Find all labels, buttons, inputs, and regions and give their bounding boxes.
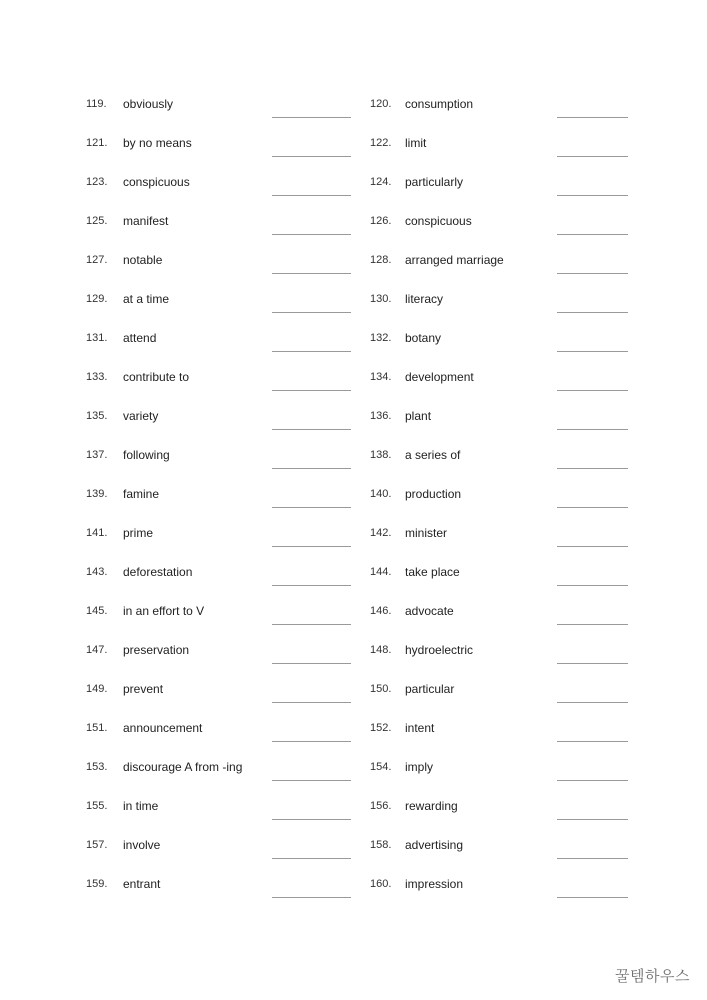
item-number: 138.	[370, 449, 392, 461]
item-number: 125.	[86, 215, 108, 227]
answer-blank[interactable]	[557, 702, 628, 703]
item-number: 120.	[370, 98, 392, 110]
answer-blank[interactable]	[272, 273, 351, 274]
item-number: 137.	[86, 449, 108, 461]
answer-blank[interactable]	[272, 624, 351, 625]
item-number: 155.	[86, 800, 108, 812]
vocab-word: discourage A from -ing	[123, 760, 243, 774]
answer-blank[interactable]	[557, 351, 628, 352]
item-number: 129.	[86, 293, 108, 305]
answer-blank[interactable]	[557, 117, 628, 118]
vocab-row	[0, 331, 707, 370]
item-number: 133.	[86, 371, 108, 383]
vocab-word: in time	[123, 799, 159, 813]
item-number: 158.	[370, 839, 392, 851]
vocab-word: deforestation	[123, 565, 193, 579]
vocab-row	[0, 487, 707, 526]
answer-blank[interactable]	[557, 858, 628, 859]
vocab-word: a series of	[405, 448, 461, 462]
vocab-word: preservation	[123, 643, 190, 657]
answer-blank[interactable]	[557, 468, 628, 469]
vocab-word: entrant	[123, 877, 161, 891]
item-number: 146.	[370, 605, 392, 617]
vocab-word: contribute to	[123, 370, 190, 384]
vocab-word: attend	[123, 331, 157, 345]
item-number: 152.	[370, 722, 392, 734]
vocab-word: impression	[405, 877, 464, 891]
answer-blank[interactable]	[557, 390, 628, 391]
item-number: 159.	[86, 878, 108, 890]
vocab-row	[0, 253, 707, 292]
answer-blank[interactable]	[272, 468, 351, 469]
answer-blank[interactable]	[272, 156, 351, 157]
answer-blank[interactable]	[272, 663, 351, 664]
vocab-word: minister	[405, 526, 448, 540]
answer-blank[interactable]	[557, 624, 628, 625]
vocab-word: rewarding	[405, 799, 458, 813]
vocab-row	[0, 877, 707, 916]
answer-blank[interactable]	[557, 429, 628, 430]
vocab-word: manifest	[123, 214, 169, 228]
vocab-row	[0, 97, 707, 136]
item-number: 121.	[86, 137, 108, 149]
answer-blank[interactable]	[557, 663, 628, 664]
answer-blank[interactable]	[557, 897, 628, 898]
vocab-row	[0, 448, 707, 487]
answer-blank[interactable]	[557, 780, 628, 781]
item-number: 119.	[86, 98, 107, 110]
vocab-row	[0, 643, 707, 682]
answer-blank[interactable]	[557, 312, 628, 313]
vocab-word: imply	[405, 760, 434, 774]
vocab-word: limit	[405, 136, 427, 150]
vocab-row	[0, 175, 707, 214]
vocab-row	[0, 136, 707, 175]
vocab-word: hydroelectric	[405, 643, 474, 657]
item-number: 130.	[370, 293, 392, 305]
answer-blank[interactable]	[272, 858, 351, 859]
item-number: 141.	[86, 527, 108, 539]
answer-blank[interactable]	[557, 741, 628, 742]
vocab-word: development	[405, 370, 474, 384]
watermark: 꿀템하우스	[615, 967, 690, 985]
answer-blank[interactable]	[272, 195, 351, 196]
item-number: 142.	[370, 527, 392, 539]
vocab-row	[0, 565, 707, 604]
vocab-row	[0, 292, 707, 331]
answer-blank[interactable]	[272, 897, 351, 898]
item-number: 160.	[370, 878, 392, 890]
vocab-word: obviously	[123, 97, 174, 111]
item-number: 134.	[370, 371, 392, 383]
vocab-row	[0, 409, 707, 448]
item-number: 132.	[370, 332, 392, 344]
vocab-word: plant	[405, 409, 432, 423]
vocab-word: notable	[123, 253, 163, 267]
vocab-word: by no means	[123, 136, 192, 150]
item-number: 123.	[86, 176, 108, 188]
item-number: 144.	[370, 566, 392, 578]
item-number: 150.	[370, 683, 392, 695]
vocab-word: famine	[123, 487, 160, 501]
answer-blank[interactable]	[272, 390, 351, 391]
item-number: 128.	[370, 254, 392, 266]
answer-blank[interactable]	[557, 819, 628, 820]
vocab-word: prevent	[123, 682, 164, 696]
item-number: 124.	[370, 176, 392, 188]
answer-blank[interactable]	[557, 156, 628, 157]
item-number: 156.	[370, 800, 392, 812]
vocab-word: in an effort to V	[123, 604, 205, 618]
vocab-row	[0, 604, 707, 643]
answer-blank[interactable]	[272, 741, 351, 742]
answer-blank[interactable]	[557, 195, 628, 196]
item-number: 135.	[86, 410, 108, 422]
vocab-word: prime	[123, 526, 154, 540]
answer-blank[interactable]	[272, 546, 351, 547]
vocab-row	[0, 838, 707, 877]
vocab-row	[0, 799, 707, 838]
item-number: 148.	[370, 644, 392, 656]
vocab-word: involve	[123, 838, 161, 852]
vocab-row	[0, 214, 707, 253]
item-number: 127.	[86, 254, 108, 266]
item-number: 126.	[370, 215, 392, 227]
answer-blank[interactable]	[272, 429, 351, 430]
item-number: 139.	[86, 488, 108, 500]
answer-blank[interactable]	[272, 351, 351, 352]
answer-blank[interactable]	[272, 702, 351, 703]
answer-blank[interactable]	[272, 507, 351, 508]
answer-blank[interactable]	[272, 585, 351, 586]
answer-blank[interactable]	[557, 585, 628, 586]
vocab-row	[0, 526, 707, 565]
vocab-word: arranged marriage	[405, 253, 504, 267]
item-number: 136.	[370, 410, 392, 422]
item-number: 145.	[86, 605, 108, 617]
vocab-word: advocate	[405, 604, 454, 618]
item-number: 157.	[86, 839, 108, 851]
vocab-word: conspicuous	[405, 214, 472, 228]
vocab-row	[0, 682, 707, 721]
item-number: 122.	[370, 137, 392, 149]
vocab-word: advertising	[405, 838, 464, 852]
vocab-word: consumption	[405, 97, 474, 111]
vocab-word: announcement	[123, 721, 203, 735]
vocab-word: particularly	[405, 175, 464, 189]
vocab-word: at a time	[123, 292, 170, 306]
item-number: 147.	[86, 644, 108, 656]
vocab-word: take place	[405, 565, 460, 579]
item-number: 149.	[86, 683, 108, 695]
item-number: 151.	[86, 722, 108, 734]
answer-blank[interactable]	[272, 780, 351, 781]
item-number: 154.	[370, 761, 392, 773]
vocab-word: botany	[405, 331, 442, 345]
vocab-word: conspicuous	[123, 175, 190, 189]
vocab-row	[0, 760, 707, 799]
item-number: 140.	[370, 488, 392, 500]
vocab-word: intent	[405, 721, 435, 735]
item-number: 153.	[86, 761, 108, 773]
item-number: 143.	[86, 566, 108, 578]
vocab-row	[0, 721, 707, 760]
answer-blank[interactable]	[272, 234, 351, 235]
answer-blank[interactable]	[557, 273, 628, 274]
vocab-word: literacy	[405, 292, 444, 306]
vocab-word: variety	[123, 409, 159, 423]
answer-blank[interactable]	[557, 234, 628, 235]
item-number: 131.	[86, 332, 108, 344]
answer-blank[interactable]	[557, 546, 628, 547]
vocab-row	[0, 370, 707, 409]
answer-blank[interactable]	[272, 819, 351, 820]
answer-blank[interactable]	[557, 507, 628, 508]
vocab-word: production	[405, 487, 462, 501]
vocab-word: particular	[405, 682, 455, 696]
vocab-word: following	[123, 448, 170, 462]
answer-blank[interactable]	[272, 312, 351, 313]
answer-blank[interactable]	[272, 117, 351, 118]
